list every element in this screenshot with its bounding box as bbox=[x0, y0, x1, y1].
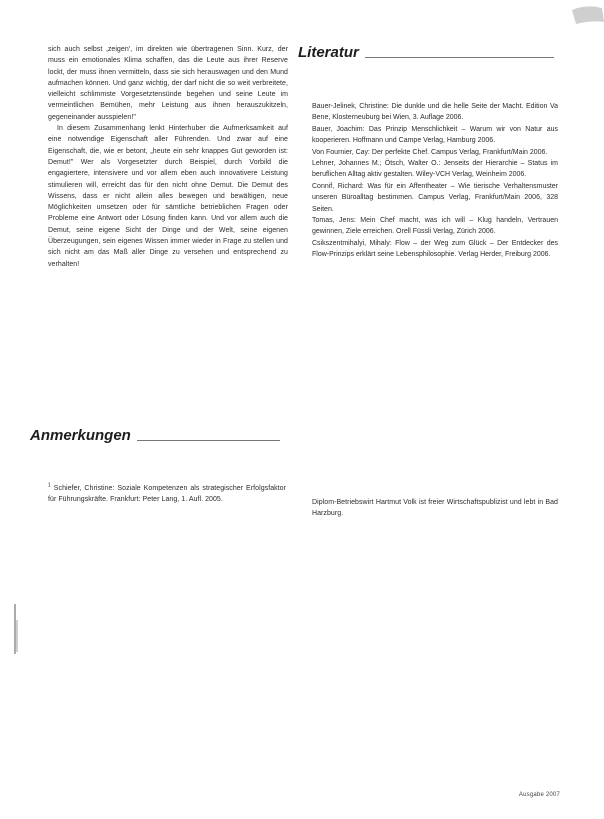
anmerkungen-heading-rule bbox=[137, 440, 280, 441]
footnote-number: 1 bbox=[48, 482, 51, 489]
literatur-list bbox=[312, 101, 558, 261]
literatur-item: Connif, Richard: Was für ein Affentheater – Wie tierische Verhaltensmuster unseren Büroalltag bestimmen. Campus Verlag, Frankfurt/Main 2006, 328 Seiten. bbox=[312, 182, 558, 213]
literatur-heading-text: Literatur bbox=[298, 44, 359, 61]
literatur-heading bbox=[298, 44, 554, 61]
page-corner-mark bbox=[564, 0, 604, 30]
body-paragraph-2: In diesem Zusammenhang lenkt Hinterhuber die Aufmerksamkeit auf eine notwendige Eigenschaft aller Führenden. Und zwar auf eine Eigenschaft, die, wie er betont, „heute ein sehr knappes Gut geworden ist: Demut!" Wer als Vorgesetzter durch Beispiel, durch Vorbild die engagiertere, intensivere und vor allem eben auch innovativere Leistung stimulieren will, erreicht das für den nicht ohne Demut. Die Demut des Wissens, dass er nicht allein alles bewegen und bewältigen, neue Möglichkeiten umsetzen oder für sämtliche betrieblichen Fragen oder Probleme eine Antwort oder Lösung finden kann. Und vor allem auch die Demut, seine eigene Sicht der Dinge und der Welt, seine eigenen Überzeugungen, sein eigenes Wissen immer wieder in Frage zu stellen und sich nicht am das Maß aller Dinge zu versehen und entsprechend zu verhalten! bbox=[48, 125, 288, 268]
literatur-item: Csikszentmihalyi, Mihaly: Flow – der Weg zum Glück – Der Entdecker des Flow-Prinzips erklärt seine Lebensphilosophie. Verlag Herder, Freiburg 2006. bbox=[312, 239, 558, 259]
footnote-text: Schiefer, Christine: Soziale Kompetenzen als strategischer Erfolgsfaktor für Führungskräfte. Frankfurt: Peter Lang, 1. Aufl. 2005. bbox=[48, 485, 287, 504]
literatur-item: Bauer, Joachim: Das Prinzip Menschlichkeit – Warum wir von Natur aus kooperieren. Hoffmann und Campe Verlag, Hamburg 2006. bbox=[312, 125, 558, 145]
anmerkungen-heading-text: Anmerkungen bbox=[30, 427, 131, 444]
literatur-item: Von Fournier, Cay: Der perfekte Chef. Campus Verlag, Frankfurt/Main 2006. bbox=[312, 148, 548, 156]
author-note: Diplom-Betriebswirt Hartmut Volk ist freier Wirtschaftspublizist und lebt in Bad Harzburg. bbox=[312, 499, 558, 518]
literatur-heading-rule bbox=[365, 57, 554, 58]
literatur-item: Lehner, Johannes M.; Ötsch, Walter O.: Jenseits der Hierarchie – Status im beruflichen Alltag aktiv gestalten. Wiley-VCH Verlag, Weinheim 2006. bbox=[312, 160, 558, 179]
page-footer: Ausgabe 2007 bbox=[518, 792, 560, 798]
body-text-column bbox=[48, 44, 288, 270]
literatur-item: Bauer-Jelinek, Christine: Die dunkle und die helle Seite der Macht. Edition Va Bene, Klosterneuburg bei Wien, 3. Auflage 2006. bbox=[312, 103, 558, 122]
literatur-item: Tomas, Jens: Mein Chef macht, was ich will – Klug handeln, Vertrauen gewinnen, Ziele erreichen. Orell Füssli Verlag, Zürich 2006. bbox=[312, 217, 558, 236]
footnote bbox=[48, 483, 286, 506]
body-paragraph-1: sich auch selbst ‚zeigen', im direkten wie übertragenen Sinn. Kurz, der muss ein emotionales Klima schaffen, das die Leute aus ihrer Reserve lockt, der muss ihnen vermitteln, dass sie sich herauswagen und den Mund aufmachen können. Und ganz wichtig, der darf nicht die so weit verbreitete, vielleicht schlimmste Vorgesetztensünde begehen und seine Leute im vermeintlichen Bemühen, mehr Leistung aus ihnen herauszukitzeln, gegeneinander ausspielen!" bbox=[48, 46, 288, 121]
scan-artifact bbox=[16, 620, 18, 652]
anmerkungen-heading bbox=[30, 427, 280, 444]
